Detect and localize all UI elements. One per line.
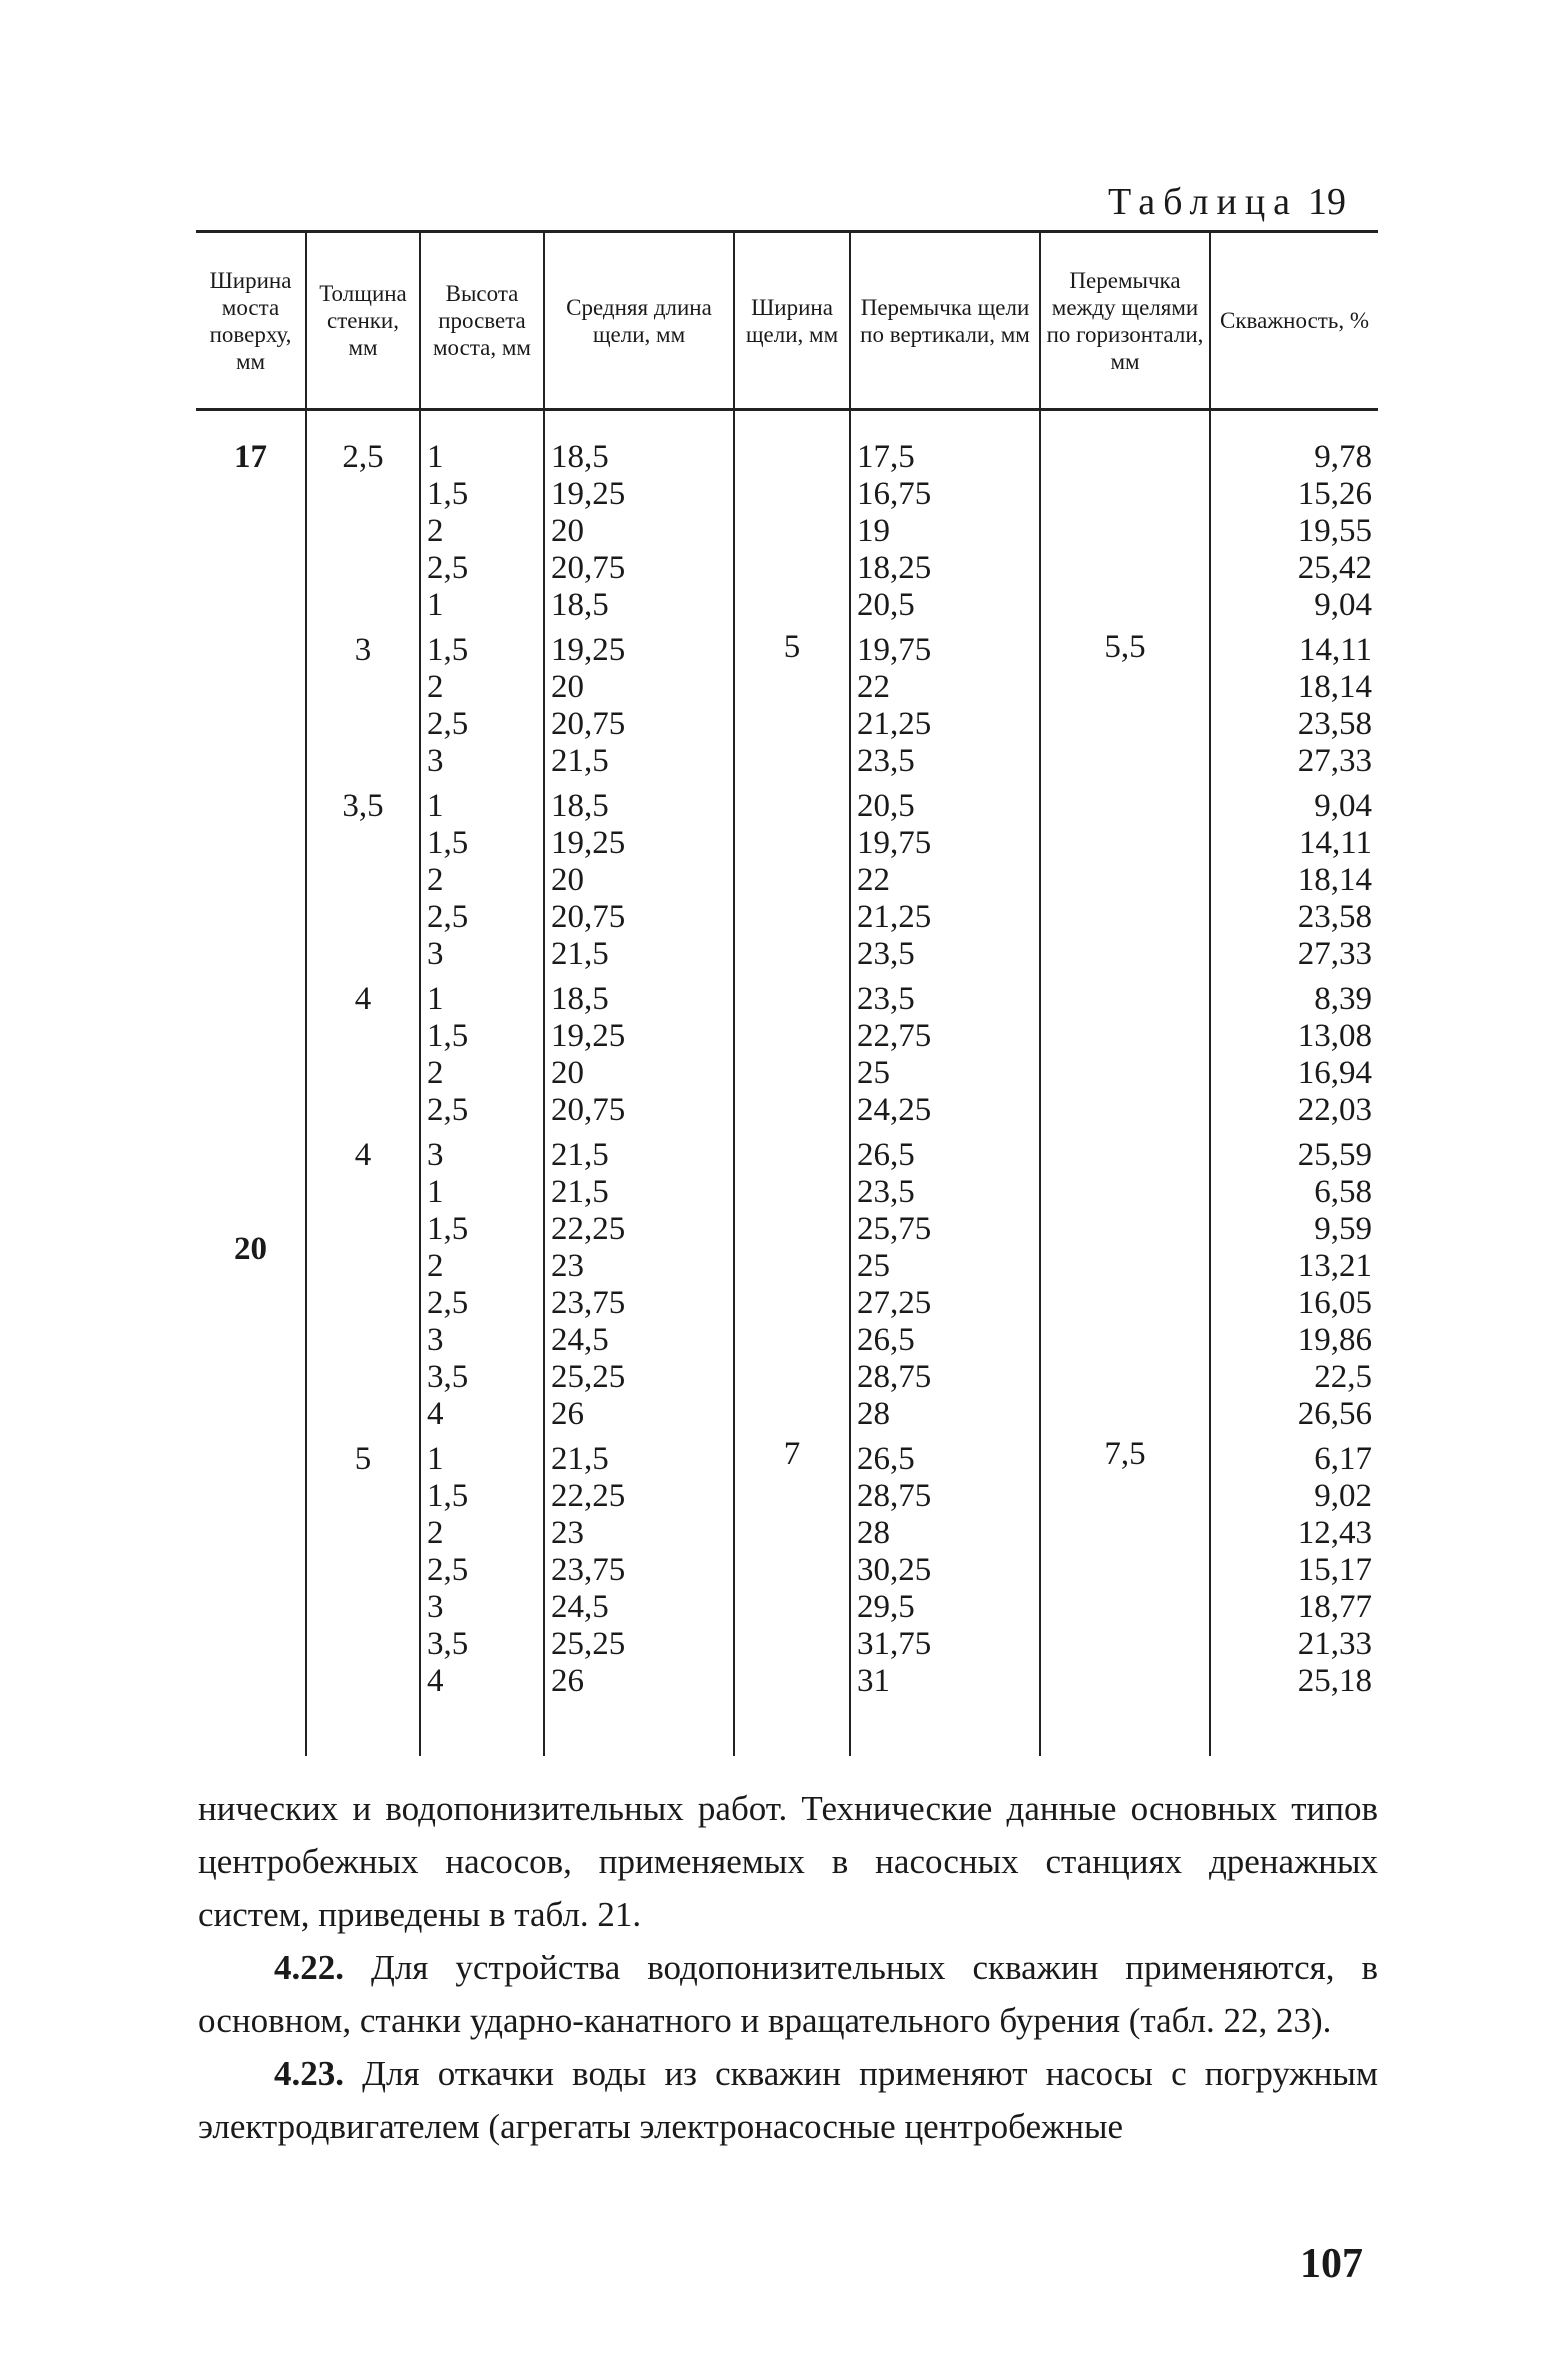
- table-caption-word: Таблица: [1108, 181, 1299, 223]
- length-cell: 21,5 21,5 22,25 23 23,75 24,5 25,25 26: [544, 1137, 734, 1433]
- paragraph-text: Для устройства водопонизительных скважин применяются, в основном, станки ударно-канатного и вращательного бурения (табл. 22, 23).: [198, 1948, 1378, 2040]
- length-cell: 18,5 19,25 20 20,75: [544, 981, 734, 1129]
- clause-number: 4.23.: [274, 2054, 344, 2093]
- horizontal-bridge-cell: 5,5: [1040, 410, 1210, 982]
- wall-cell: 5: [306, 1441, 420, 1700]
- table-row: [196, 981, 1378, 1129]
- header-slot-width: Ширина щели, мм: [734, 232, 850, 410]
- vertical-cell: 17,5 16,75 19 18,25 20,5: [850, 410, 1040, 625]
- slot-width-cell: 5: [734, 410, 850, 982]
- paragraph: нических и водопонизительных работ. Технические данные основных типов центробежных насосов, применяемых в насосных станциях дренажных систем, приведены в табл. 21.: [198, 1789, 1378, 1934]
- paragraph: [198, 2047, 1378, 2153]
- wall-cell: 3,5: [306, 788, 420, 973]
- porosity-cell: 14,11 18,14 23,58 27,33: [1210, 632, 1378, 780]
- paragraph-text: Для откачки воды из скважин применяют насосы с погружным электродвигателем (агрегаты электронасосные центробежные: [198, 2054, 1378, 2146]
- vertical-cell: 23,5 22,75 25 24,25: [850, 981, 1040, 1129]
- wall-cell: 3: [306, 632, 420, 780]
- bridge-width-cell: 20: [234, 1231, 267, 1267]
- table-caption: [1108, 180, 1346, 224]
- wall-cell: 2,5: [306, 410, 420, 625]
- header-bridge-width: Ширина моста поверху, мм: [196, 232, 306, 410]
- slot-width-cell: 7: [734, 981, 850, 1700]
- body-text: [198, 1782, 1378, 2153]
- porosity-cell: 9,04 14,11 18,14 23,58 27,33: [1210, 788, 1378, 973]
- porosity-cell: 8,39 13,08 16,94 22,03: [1210, 981, 1378, 1129]
- length-cell: 21,5 22,25 23 23,75 24,5 25,25 26: [544, 1441, 734, 1700]
- porosity-cell: 9,78 15,26 19,55 25,42 9,04: [1210, 410, 1378, 625]
- vertical-cell: 26,5 23,5 25,75 25 27,25 26,5 28,75 28: [850, 1137, 1040, 1433]
- length-cell: 18,5 19,25 20 20,75 18,5: [544, 410, 734, 625]
- horizontal-bridge-cell: 7,5: [1040, 981, 1210, 1700]
- wall-cell: 4: [306, 981, 420, 1129]
- porosity-cell: 6,17 9,02 12,43 15,17 18,77 21,33 25,18: [1210, 1441, 1378, 1700]
- height-cell: 3 1 1,5 2 2,5 3 3,5 4: [420, 1137, 544, 1433]
- paragraph: [198, 1941, 1378, 2047]
- height-cell: 1 1,5 2 2,5: [420, 981, 544, 1129]
- table-header-row: [196, 232, 1378, 410]
- data-table: [196, 230, 1378, 1756]
- height-cell: 1 1,5 2 2,5 3: [420, 788, 544, 973]
- header-clearance-height: Высота просвета моста, мм: [420, 232, 544, 410]
- height-cell: 1 1,5 2 2,5 1: [420, 410, 544, 625]
- table-caption-number: 19: [1308, 181, 1347, 223]
- header-horizontal-bridge: Перемычка между щелями по горизонтали, мм: [1040, 232, 1210, 410]
- porosity-cell: 25,59 6,58 9,59 13,21 16,05 19,86 22,5 26,56: [1210, 1137, 1378, 1433]
- page-number: 107: [1300, 2241, 1363, 2287]
- vertical-cell: 19,75 22 21,25 23,5: [850, 632, 1040, 780]
- wall-cell: 4: [306, 1137, 420, 1433]
- length-cell: 19,25 20 20,75 21,5: [544, 632, 734, 780]
- height-cell: 1 1,5 2 2,5 3 3,5 4: [420, 1441, 544, 1700]
- header-vertical-bridge: Перемычка щели по вертикали, мм: [850, 232, 1040, 410]
- vertical-cell: 26,5 28,75 28 30,25 29,5 31,75 31: [850, 1441, 1040, 1700]
- height-cell: 1,5 2 2,5 3: [420, 632, 544, 780]
- clause-number: 4.22.: [274, 1948, 344, 1987]
- header-slot-length: Средняя длина щели, мм: [544, 232, 734, 410]
- vertical-cell: 20,5 19,75 22 21,25 23,5: [850, 788, 1040, 973]
- header-porosity: Скважность, %: [1210, 232, 1378, 410]
- header-wall-thickness: Толщина стенки, мм: [306, 232, 420, 410]
- bridge-width-cell: 17: [234, 439, 267, 475]
- table-row: [196, 410, 1378, 625]
- length-cell: 18,5 19,25 20 20,75 21,5: [544, 788, 734, 973]
